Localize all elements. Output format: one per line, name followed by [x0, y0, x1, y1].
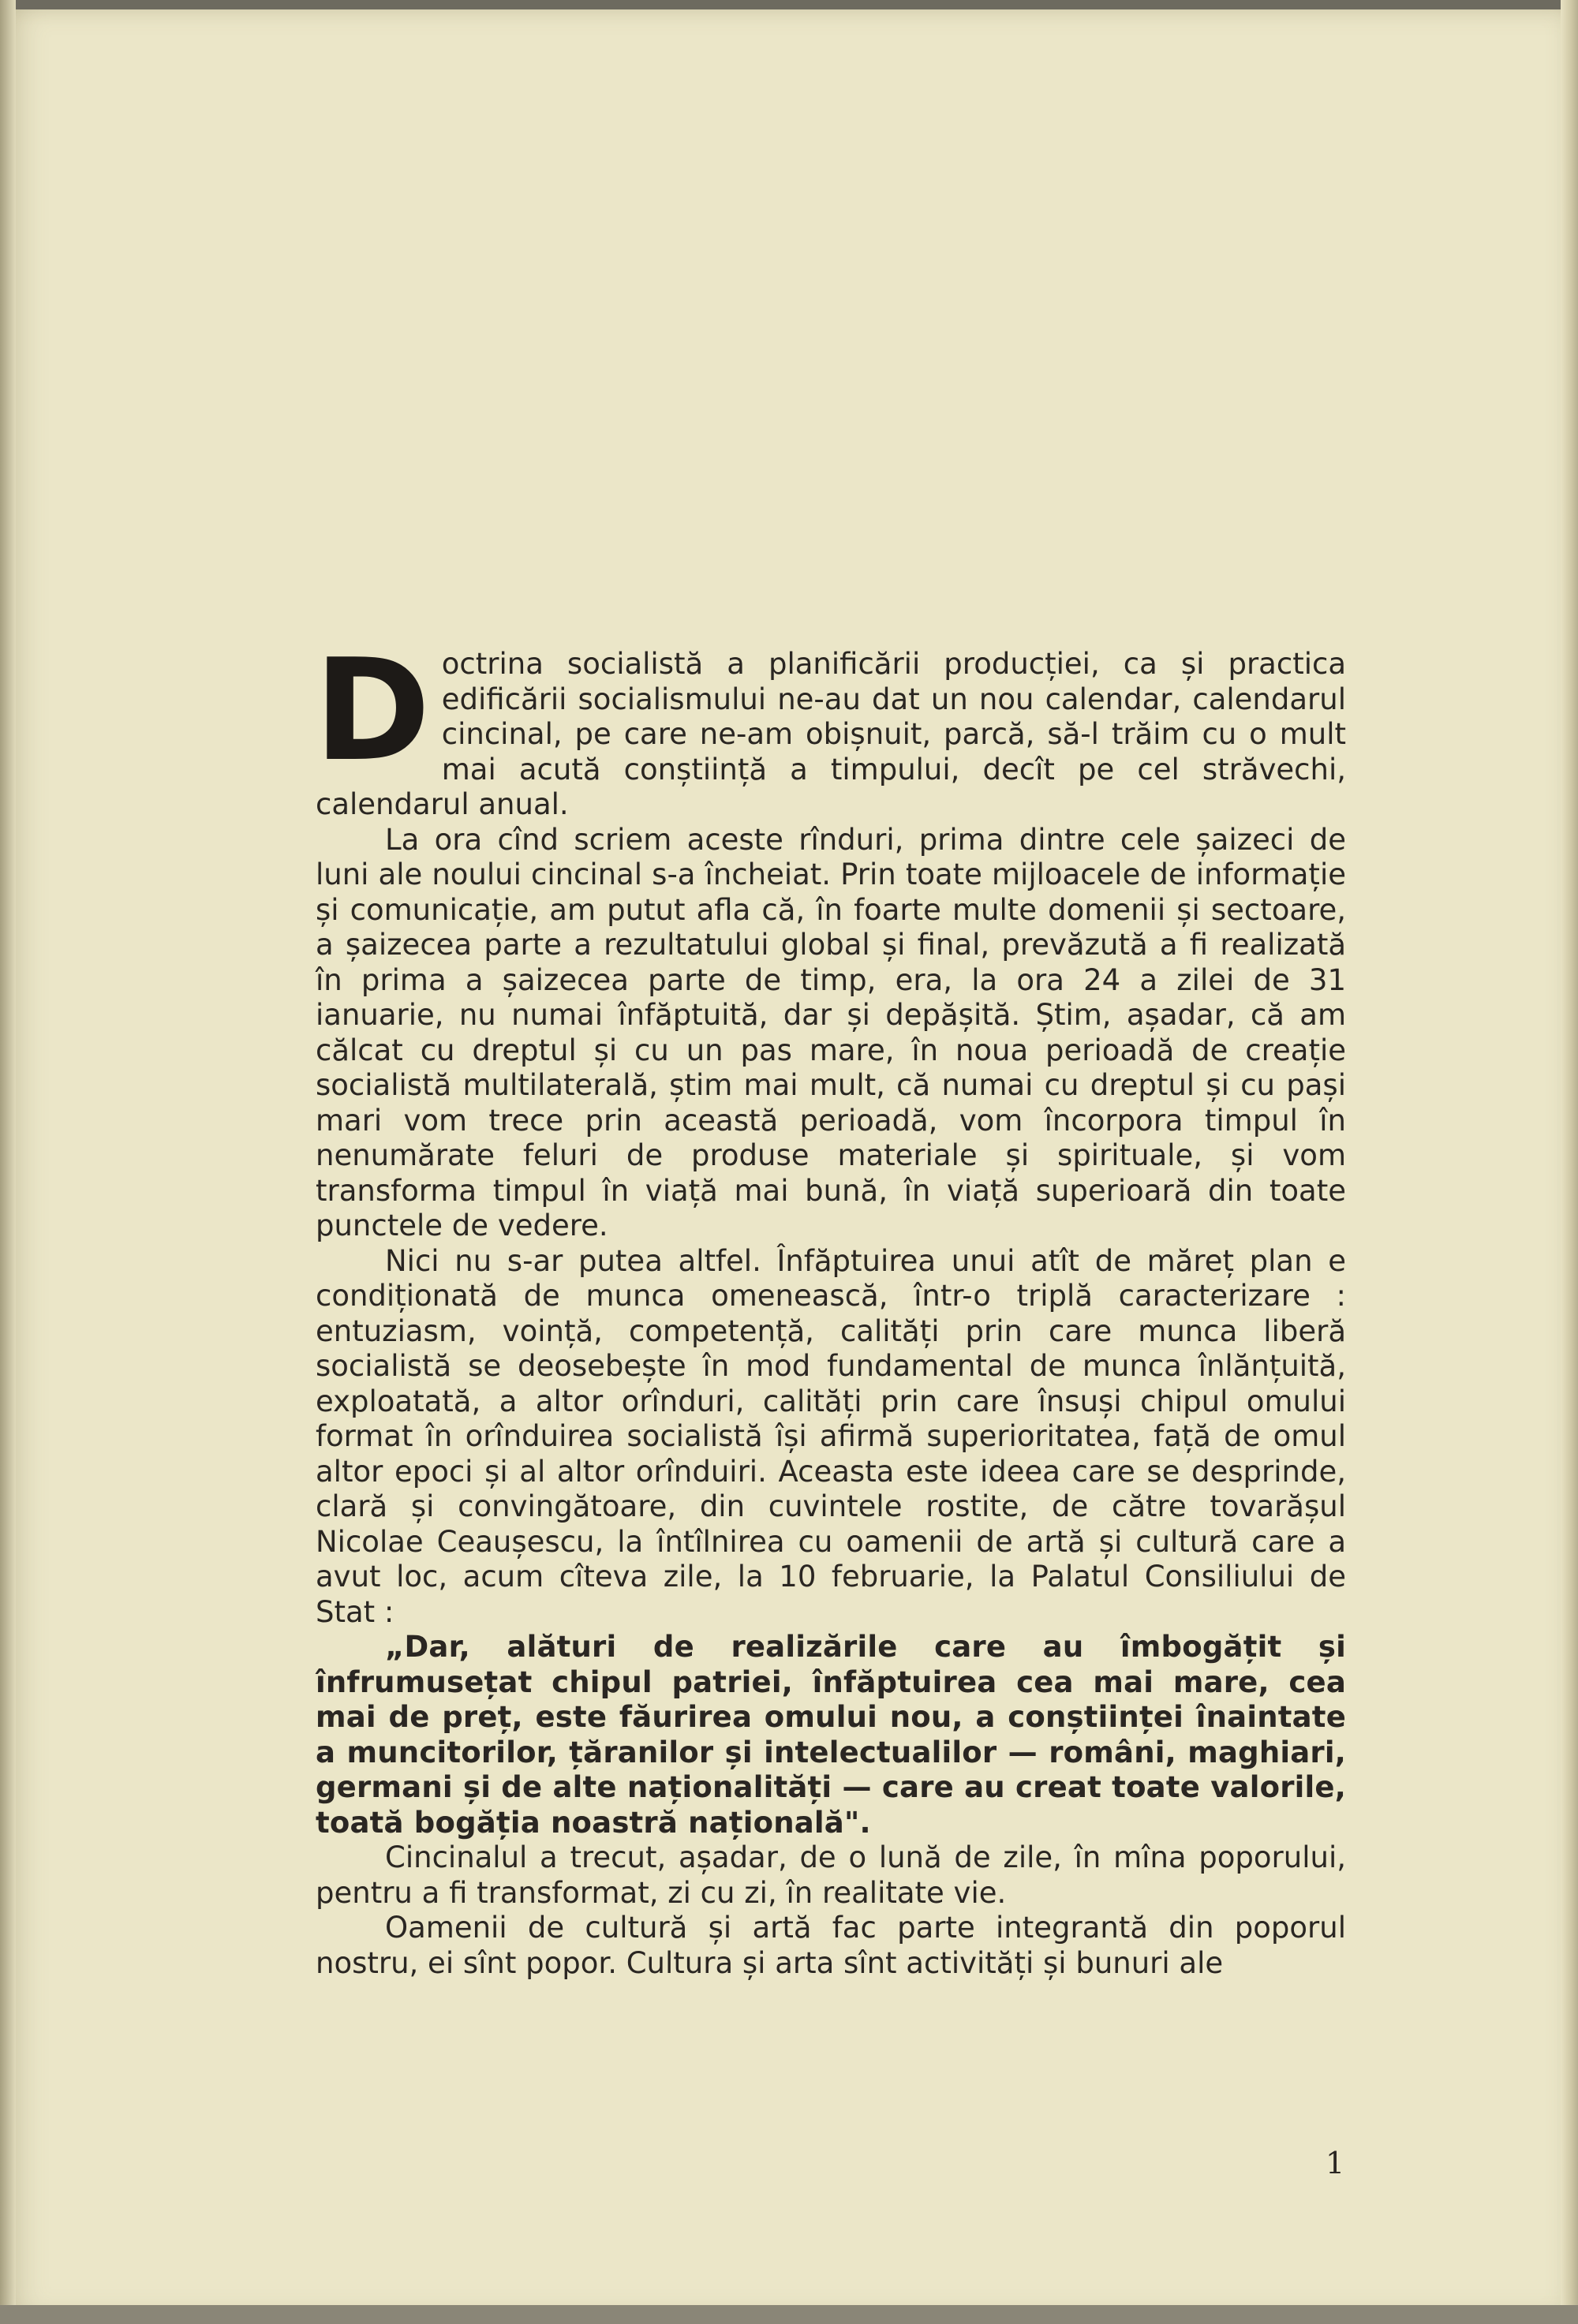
paragraph-5: Cincinalul a trecut, așadar, de o lună de zile, în mîna poporului, pentru a fi transformat, zi cu zi, în realitate vie. — [316, 1840, 1346, 1910]
scan-top-edge — [0, 0, 1578, 9]
page-fore-edge — [1561, 0, 1578, 2324]
drop-cap: D — [314, 629, 431, 792]
paragraph-6: Oamenii de cultură și artă fac parte integrantă din poporul nostru, ei sînt popor. Cultura și arta sînt activități și bunuri ale — [316, 1911, 1346, 1980]
page-gutter — [0, 0, 16, 2324]
paragraph-3: Nici nu s-ar putea altfel. Înfăptuirea unui atît de măreț plan e condiționată de munca omenească, într-o triplă caracterizare : entuziasm, voință, competență, calități prin care munca liberă socialistă se deosebește în mod fundamental de munca înlănțuită, exploatată, a altor orînduri, calități prin care însuși chipul omului format în orînduirea socialistă își afirmă superioritatea, față de omul altor epoci și al altor orînduiri. Aceasta este ideea care se desprinde, clară și convingătoare, din cuvintele rostite, de către tovarășul Nicolae Ceaușescu, la întîlnirea cu oamenii de artă și cultură care a avut loc, acum cîteva zile, la 10 februarie, la Palatul Consiliului de Stat : — [316, 1243, 1346, 1629]
quote-paragraph: „Dar, alături de realizările care au îmbogățit și înfrumusețat chipul patriei, înfăptuirea cea mai mare, cea mai de preț, este făurirea omului nou, a conștiinței înaintate a muncitorilor, țăranilor și intelectualilor — români, maghiari, germani și de alte naționalități — care au creat toate valorile, toată bogăția noastră națională". — [316, 1630, 1346, 1840]
paragraph-1-text: octrina socialistă a planificării producției, ca și practica edificării socialismului ne-au dat un nou calendar, calendarul cincinal, pe care ne-am obișnuit, parcă, să-l trăim cu o mult mai acută conștiință a timpului, decît pe cel străvechi, calendarul anual. — [316, 647, 1346, 821]
paragraph-1 — [314, 629, 1346, 823]
scan-bottom-edge — [0, 2305, 1578, 2324]
page-number: 1 — [1326, 2146, 1345, 2180]
article-body — [314, 629, 1346, 1981]
paragraph-2: La ora cînd scriem aceste rînduri, prima dintre cele șaizeci de luni ale noului cincinal s-a încheiat. Prin toate mijloacele de informație și comunicație, am putut afla că, în foarte multe domenii și sectoare, a șaizecea parte a rezultatului global și final, prevăzută a fi realizată în prima a șaizecea parte de timp, era, la ora 24 a zilei de 31 ianuarie, nu numai înfăptuită, dar și depășită. Știm, așadar, că am călcat cu dreptul și cu un pas mare, în noua perioadă de creație socialistă multilaterală, știm mai mult, că numai cu dreptul și cu pași mari vom trece prin această perioadă, vom încorpora timpul în nenumărate feluri de produse materiale și spirituale, și vom transforma timpul în viață mai bună, în viață superioară din toate punctele de vedere. — [316, 822, 1346, 1242]
